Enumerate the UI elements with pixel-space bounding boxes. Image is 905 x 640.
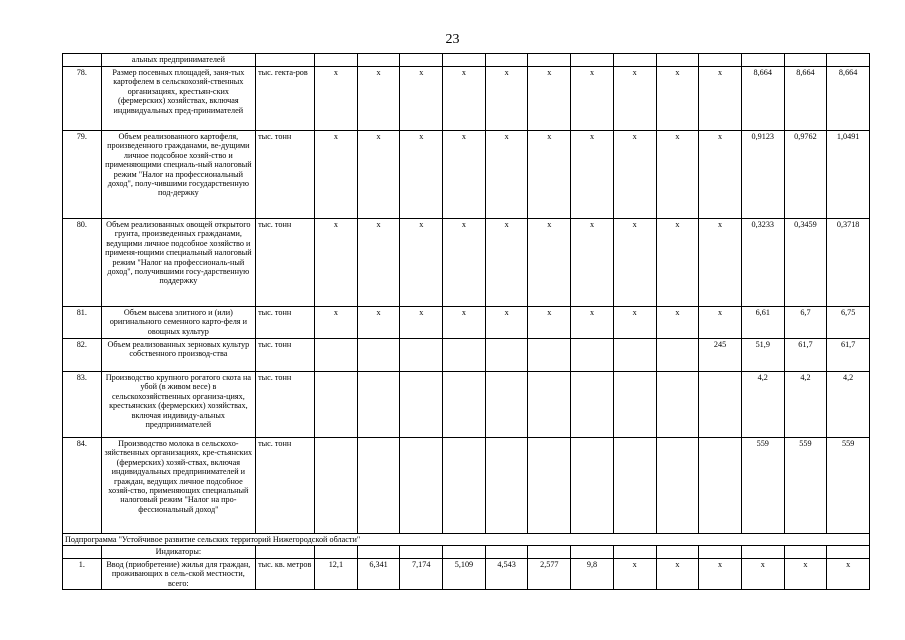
cell-value: x — [571, 131, 614, 219]
cell-value — [315, 438, 358, 534]
cell-value — [699, 438, 742, 534]
cell-value: x — [613, 307, 656, 339]
cell-value: x — [400, 131, 443, 219]
cell-value — [571, 372, 614, 438]
cell-value — [656, 546, 699, 558]
cell-value: x — [485, 307, 528, 339]
cell-value: 1,0491 — [827, 131, 870, 219]
cell-value — [315, 546, 358, 558]
cell-value — [400, 372, 443, 438]
cell-value: x — [699, 131, 742, 219]
cell-value: 8,664 — [827, 67, 870, 131]
cell-value: x — [656, 219, 699, 307]
cell-value: x — [656, 558, 699, 589]
cell-num: 1. — [63, 558, 102, 589]
cell-num — [63, 54, 102, 67]
indicators-row — [63, 546, 870, 558]
cell-unit: тыс. тонн — [256, 438, 315, 534]
cell-name: альных предпринимателей — [101, 54, 255, 67]
cell-value: x — [485, 67, 528, 131]
cell-value: x — [357, 67, 400, 131]
table-row — [63, 558, 870, 589]
cell-value — [699, 372, 742, 438]
cell-value — [571, 339, 614, 372]
subprogram-title: Подпрограмма "Устойчивое развитие сельских территорий Нижегородской области" — [63, 534, 870, 546]
cell-value — [400, 339, 443, 372]
cell-value: x — [357, 219, 400, 307]
cell-value — [528, 546, 571, 558]
cell-num: 84. — [63, 438, 102, 534]
table-row — [63, 67, 870, 131]
cell-value — [571, 546, 614, 558]
cell-value: 6,61 — [741, 307, 784, 339]
cell-value: x — [443, 307, 486, 339]
cell-value: x — [613, 67, 656, 131]
cell-value: x — [400, 219, 443, 307]
cell-num: 79. — [63, 131, 102, 219]
cell-value: 61,7 — [827, 339, 870, 372]
cell-unit — [256, 54, 315, 67]
cell-value — [315, 372, 358, 438]
cell-value: x — [400, 307, 443, 339]
cell-value: x — [741, 558, 784, 589]
cell-unit: тыс. гекта-ров — [256, 67, 315, 131]
cell-value: 7,174 — [400, 558, 443, 589]
table-body — [63, 54, 870, 590]
cell-value: x — [443, 131, 486, 219]
table-row — [63, 438, 870, 534]
cell-value: 559 — [827, 438, 870, 534]
cell-value: x — [699, 219, 742, 307]
cell-value: x — [315, 307, 358, 339]
cell-name: Объем высева элитного и (или) оригинального семенного карто-феля и овощных культур — [101, 307, 255, 339]
cell-value — [357, 546, 400, 558]
indicators-label: Индикаторы: — [101, 546, 255, 558]
cell-value — [400, 546, 443, 558]
cell-value — [613, 438, 656, 534]
cell-value: x — [400, 67, 443, 131]
table-row — [63, 339, 870, 372]
cell-unit: тыс. тонн — [256, 307, 315, 339]
cell-value — [315, 339, 358, 372]
cell-value: x — [613, 219, 656, 307]
cell-value: x — [699, 558, 742, 589]
cell-value: 6,75 — [827, 307, 870, 339]
cell-value: x — [784, 558, 827, 589]
cell-value: 559 — [741, 438, 784, 534]
cell-value: 6,341 — [357, 558, 400, 589]
cell-value — [699, 546, 742, 558]
table-row — [63, 372, 870, 438]
cell-value — [613, 339, 656, 372]
cell-value — [656, 339, 699, 372]
subprogram-row — [63, 534, 870, 546]
cell-value: 8,664 — [741, 67, 784, 131]
cell-value — [528, 438, 571, 534]
cell-value — [571, 438, 614, 534]
cell-name: Производство молока в сельскохо-зяйственных организациях, кре-стьянских (фермерских) хозяй-ствах, включая индивидуальных предпринимателей и граждан, ведущих личное подсобное хозяй-ство, применяющих специальный налоговый режим "Налог на про-фессиональный доход" — [101, 438, 255, 534]
cell-num: 78. — [63, 67, 102, 131]
cell-name: Объем реализованных зерновых культур собственного производ-ства — [101, 339, 255, 372]
cell-value: x — [656, 307, 699, 339]
cell-value: x — [485, 219, 528, 307]
cell-value — [613, 546, 656, 558]
cell-value — [485, 372, 528, 438]
table-row-fragment — [63, 54, 870, 67]
cell-value: x — [699, 307, 742, 339]
cell-value: x — [656, 67, 699, 131]
indicators-table — [62, 53, 870, 590]
cell-value: 61,7 — [784, 339, 827, 372]
cell-name: Размер посевных площадей, заня-тых картофелем в сельскохозяй-ственных организациях, крестьян-ских (фермерских) хозяйствах, включая индивидуальных пред-принимателей — [101, 67, 255, 131]
cell-num: 80. — [63, 219, 102, 307]
cell-value — [400, 438, 443, 534]
cell-name: Ввод (приобретение) жилья для граждан, проживающих в сель-ской местности, всего: — [101, 558, 255, 589]
cell-value: x — [656, 131, 699, 219]
cell-value: x — [613, 558, 656, 589]
cell-unit — [256, 546, 315, 558]
page-number: 23 — [445, 32, 460, 47]
cell-value: 2,577 — [528, 558, 571, 589]
cell-value: 4,2 — [741, 372, 784, 438]
cell-unit: тыс. тонн — [256, 131, 315, 219]
cell-value — [485, 438, 528, 534]
cell-value: x — [613, 131, 656, 219]
cell-value: 8,664 — [784, 67, 827, 131]
cell-value: x — [571, 67, 614, 131]
cell-value: x — [827, 558, 870, 589]
cell-value — [741, 546, 784, 558]
table-row — [63, 307, 870, 339]
cell-value — [613, 372, 656, 438]
table-row — [63, 219, 870, 307]
table-row — [63, 131, 870, 219]
cell-value: 9,8 — [571, 558, 614, 589]
cell-value: x — [315, 67, 358, 131]
cell-value — [443, 546, 486, 558]
cell-value: x — [571, 219, 614, 307]
cell-value — [443, 372, 486, 438]
cell-value: 12,1 — [315, 558, 358, 589]
cell-value — [485, 339, 528, 372]
cell-value: x — [571, 307, 614, 339]
cell-value: 4,543 — [485, 558, 528, 589]
cell-value: x — [315, 131, 358, 219]
cell-value — [528, 339, 571, 372]
cell-value: x — [528, 219, 571, 307]
cell-value — [656, 438, 699, 534]
cell-name: Объем реализованного картофеля, произведенного гражданами, ве-дущими личное подсобное хозяй-ство и применяющими специаль-ный налоговый режим "Налог на профессиональный доход", полу-чившими государственную под-держку — [101, 131, 255, 219]
cell-value — [827, 546, 870, 558]
cell-value: x — [357, 307, 400, 339]
cell-value: x — [315, 219, 358, 307]
cell-name: Объем реализованных овощей открытого грунта, произведенных гражданами, ведущими личное подсобное хозяйство и применя-ющими специальный налоговый режим "Налог на профессиональ-ный доход", получившими госу-дарственную поддержку — [101, 219, 255, 307]
cell-value: 6,7 — [784, 307, 827, 339]
cell-value: 5,109 — [443, 558, 486, 589]
cell-name: Производство крупного рогатого скота на убой (в живом весе) в сельскохозяйственных организа-циях, крестьянских (фермерских) хозяйствах, включая индивиду-альных предпринимателей — [101, 372, 255, 438]
cell-unit: тыс. тонн — [256, 339, 315, 372]
cell-value: x — [443, 219, 486, 307]
cell-value — [357, 372, 400, 438]
cell-value — [784, 546, 827, 558]
cell-value — [485, 546, 528, 558]
cell-value — [443, 339, 486, 372]
cell-num — [63, 546, 102, 558]
cell-unit: тыс. кв. метров — [256, 558, 315, 589]
cell-value: 245 — [699, 339, 742, 372]
cell-value: 0,3459 — [784, 219, 827, 307]
cell-value: 51,9 — [741, 339, 784, 372]
cell-value: 0,3233 — [741, 219, 784, 307]
cell-unit: тыс. тонн — [256, 219, 315, 307]
cell-value: 0,3718 — [827, 219, 870, 307]
cell-value — [443, 438, 486, 534]
cell-value: x — [528, 307, 571, 339]
cell-num: 81. — [63, 307, 102, 339]
cell-value: 559 — [784, 438, 827, 534]
cell-value — [528, 372, 571, 438]
cell-value: 0,9123 — [741, 131, 784, 219]
cell-value: x — [357, 131, 400, 219]
cell-value: 0,9762 — [784, 131, 827, 219]
cell-value — [357, 339, 400, 372]
cell-value: x — [528, 67, 571, 131]
cell-value: 4,2 — [784, 372, 827, 438]
cell-value: x — [485, 131, 528, 219]
cell-value: x — [443, 67, 486, 131]
cell-value: x — [699, 67, 742, 131]
cell-value — [357, 438, 400, 534]
cell-num: 83. — [63, 372, 102, 438]
cell-value — [656, 372, 699, 438]
cell-num: 82. — [63, 339, 102, 372]
cell-value: 4,2 — [827, 372, 870, 438]
cell-value: x — [528, 131, 571, 219]
cell-unit: тыс. тонн — [256, 372, 315, 438]
